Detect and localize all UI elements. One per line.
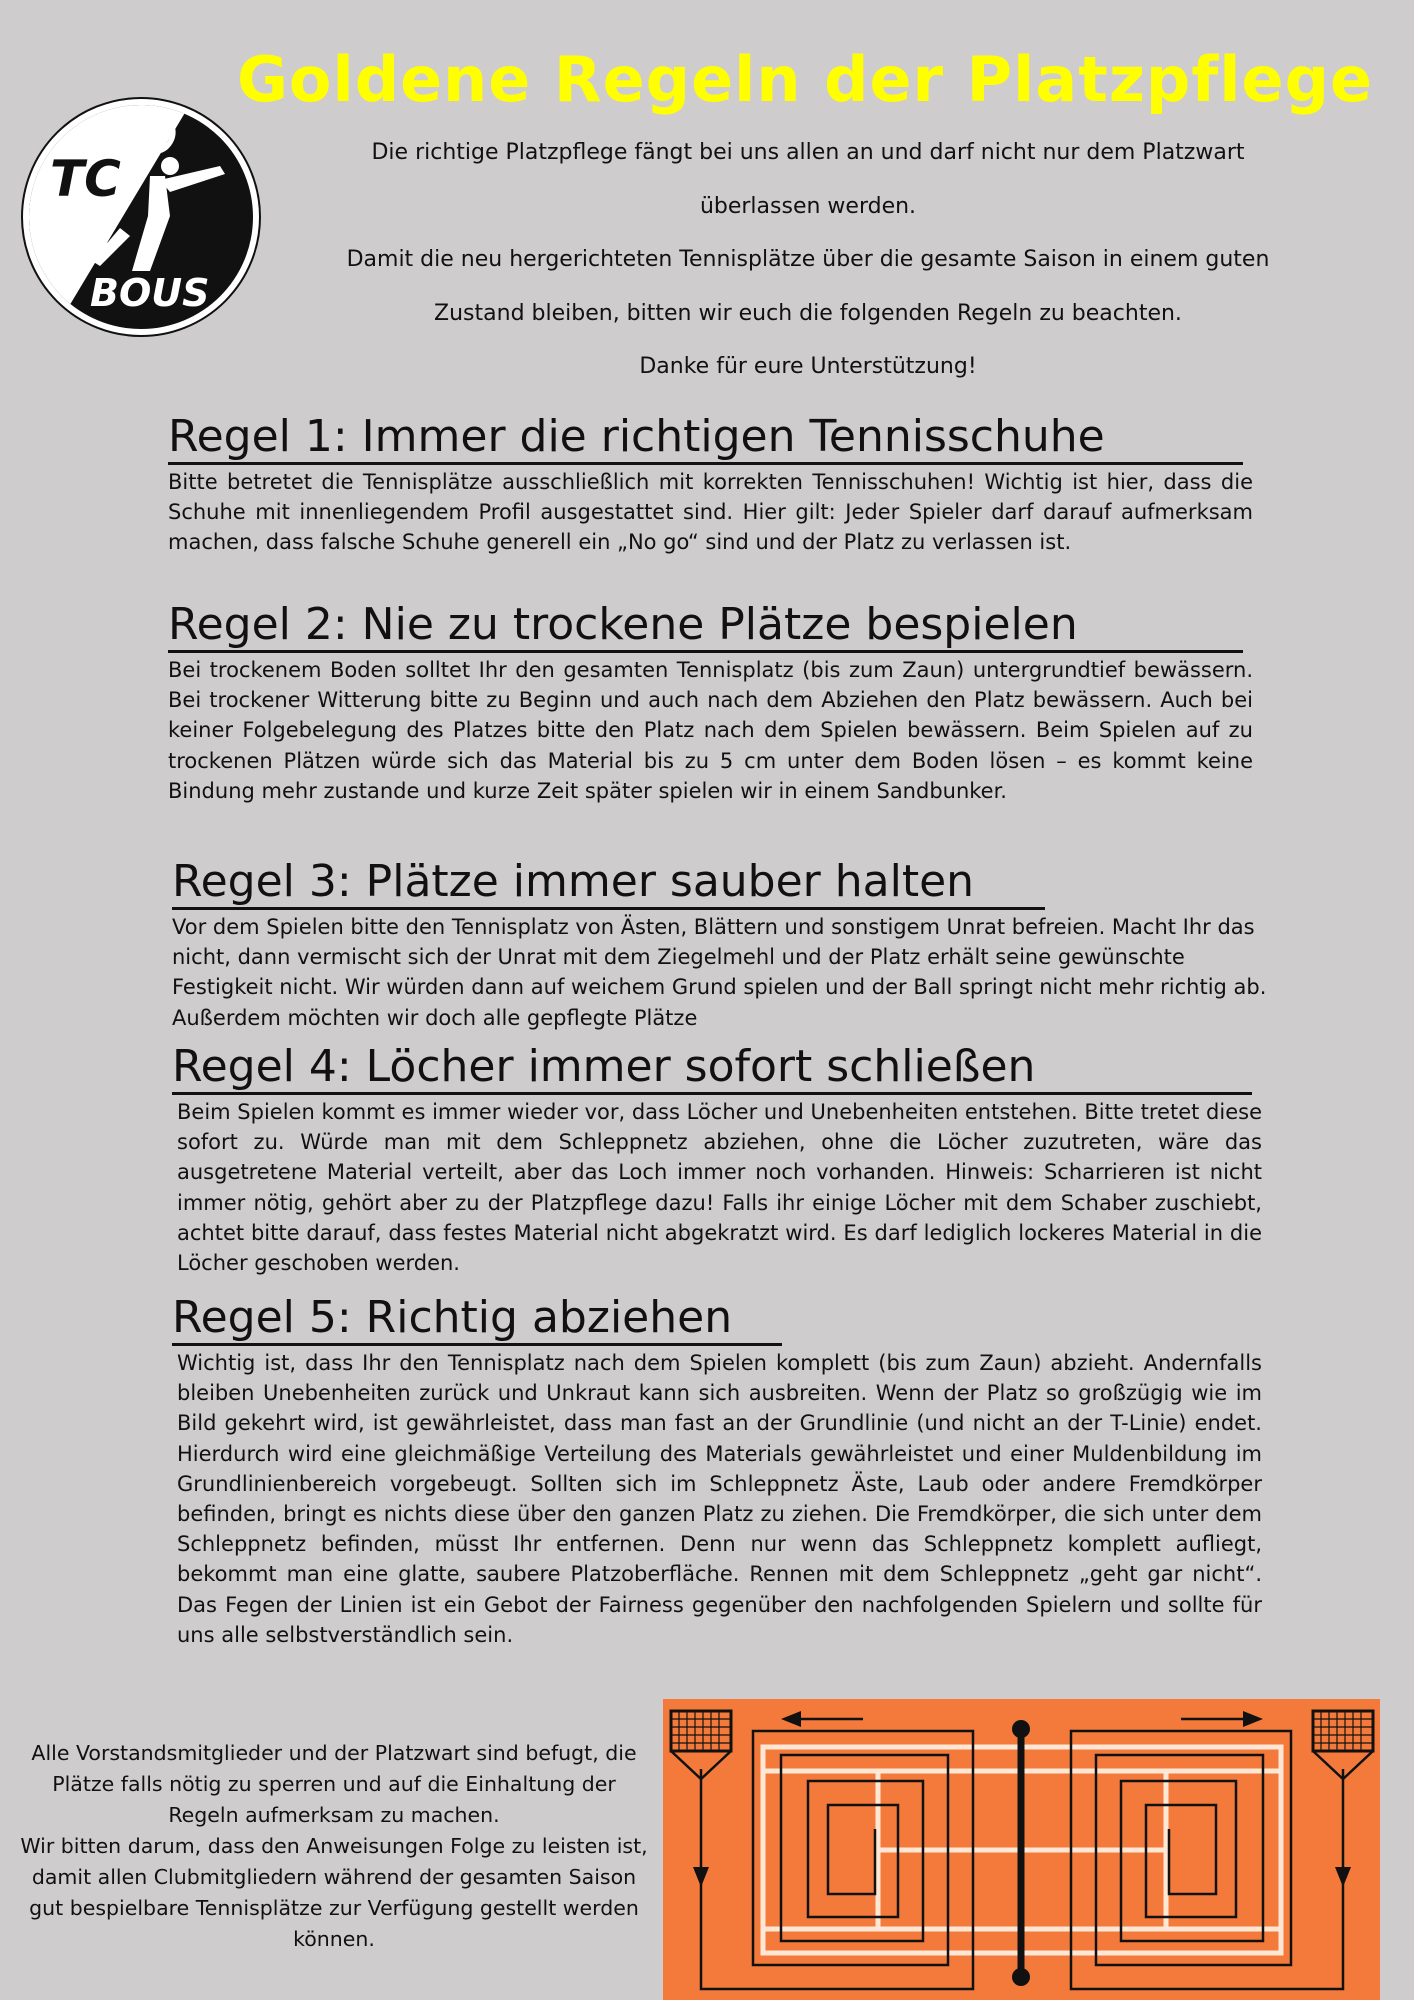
rule-body: Beim Spielen kommt es immer wieder vor, dass Löcher und Unebenheiten entstehen. Bitte tretet diese sofort zu. Würde man mit dem Schleppnetz abziehen, ohne die Löcher zuzutreten, wäre das ausgetretene Material verteilt, aber das Loch immer noch vorhanden. Hinweis: Scharrieren ist nicht immer nötig, gehört aber zu der Platzpflege dazu! Falls ihr einige Löcher mit dem Schaber zuschiebt, achtet bitte darauf, dass festes Material nicht abgekratzt wird. Es darf lediglich lockeres Material in die Löcher geschoben werden. [177,1100,1262,1276]
rule-body: Vor dem Spielen bitte den Tennisplatz von Ästen, Blättern und sonstigem Unrat befreien. Macht Ihr das nicht, dann vermischt sich der Unrat mit dem Ziegelmehl und der Platz erhält seine gewünschte Festigkeit nicht. Wir würden dann auf weichem Grund spielen und der Ball springt nicht mehr richtig ab. Außerdem möchten wir doch alle gepflegte Plätze [172,915,1267,1030]
rule-2 [168,600,1253,806]
rule-5 [172,1293,1262,1650]
footer-paragraph: Alle Vorstandsmitglieder und der Platzwart sind befugt, die Plätze falls nötig zu sperren und auf die Einhaltung der Regeln aufmerksam zu machen. [31,1741,637,1827]
intro-line: Zustand bleiben, bitten wir euch die folgenden Regeln zu beachten. [434,300,1182,326]
rule-1 [168,412,1253,558]
intro-line: Die richtige Platzpflege fängt bei uns allen an und darf nicht nur dem Platzwart [371,140,1245,165]
rule-heading: Regel 1: Immer die richtigen Tennisschuhe [168,412,1243,465]
footer-paragraph: Wir bitten darum, dass den Anweisungen Folge zu leisten ist, damit allen Clubmitgliedern während der gesamten Saison gut bespielbare Tennisplätze zur Verfügung gestellt werden können. [20,1834,648,1951]
intro-line: Danke für eure Unterstützung! [639,354,977,379]
footer-notice [14,1738,654,1955]
intro-line: überlassen werden. [699,193,917,219]
logo-text-bous: BOUS [90,271,210,315]
rule-body: Bitte betretet die Tennisplätze ausschließlich mit korrekten Tennisschuhen! Wichtig ist hier, dass die Schuhe mit innenliegendem Profil ausgestattet sind. Hier gilt: Jeder Spieler darf darauf aufmerksam machen, dass falsche Schuhe generell ein „No go“ sind und der Platz zu verlassen ist. [168,470,1253,555]
rule-heading: Regel 2: Nie zu trockene Plätze bespielen [168,600,1243,653]
rule-3 [172,857,1267,1033]
rule-4 [172,1042,1262,1278]
rule-body: Wichtig ist, dass Ihr den Tennisplatz nach dem Spielen komplett (bis zum Zaun) abzieht. Andernfalls bleiben Unebenheiten zurück und Unkraut kann sich ausbreiten. Wenn der Platz so großzügig wie im Bild gekehrt wird, ist gewährleistet, dass man fast an der Grundlinie (und nicht an der T-Linie) endet. Hierdurch wird eine gleichmäßige Verteilung des Materials gewährleistet und einer Muldenbildung im Grundlinienbereich vorgebeugt. Sollten sich im Schleppnetz Äste, Laub oder andere Fremdkörper befinden, bringt es nichts diese über den ganzen Platz zu ziehen. Die Fremdkörper, die sich unter dem Schleppnetz befinden, müsst Ihr entfernen. Denn nur wenn das Schleppnetz komplett aufliegt, bekommt man eine glatte, saubere Platzoberfläche. Rennen mit dem Schleppnetz „geht gar nicht“. Das Fegen der Linien ist ein Gebot der Fairness gegenüber den nachfolgenden Spielern und sollte für uns alle selbstverständlich sein. [177,1351,1262,1647]
rule-heading: Regel 5: Richtig abziehen [172,1293,782,1346]
rule-body: Bei trockenem Boden solltet Ihr den gesamten Tennisplatz (bis zum Zaun) untergrundtief bewässern. Bei trockener Witterung bitte zu Beginn und auch nach dem Abziehen den Platz bewässern. Auch bei keiner Folgebelegung des Platzes bitte den Platz nach dem Spielen bewässern. Beim Spielen auf zu trockenen Plätzen würde sich das Material bis zu 5 cm unter dem Boden lösen – es kommt keine Bindung mehr zustande und kurze Zeit später spielen wir in einem Sandbunker. [168,658,1253,803]
intro-line: Damit die neu hergerichteten Tennisplätze über die gesamte Saison in einem guten [346,247,1270,272]
court-sweeping-diagram [663,1699,1380,2000]
club-logo [20,96,262,338]
intro-text [262,126,1354,394]
rule-heading: Regel 4: Löcher immer sofort schließen [172,1042,1252,1095]
page-title: Goldene Regeln der Platzpflege [236,43,1374,116]
logo-text-tc: TC [50,150,121,208]
rule-heading: Regel 3: Plätze immer sauber halten [172,857,1045,910]
